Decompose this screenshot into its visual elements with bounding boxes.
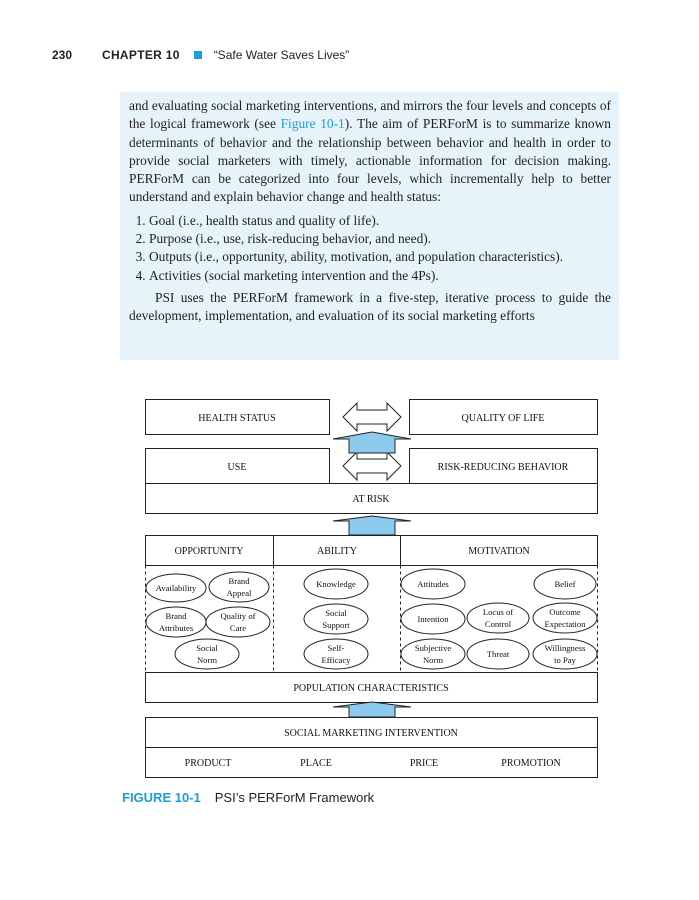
opportunity-label: OPPORTUNITY: [174, 546, 244, 557]
promotion-label: PROMOTION: [501, 758, 561, 769]
subjective-norm-text: Subjective: [414, 643, 452, 653]
attitudes-text: Attitudes: [417, 579, 449, 589]
subjective-norm-text: Norm: [422, 655, 444, 665]
at-risk-label: AT RISK: [352, 494, 390, 505]
population-label: POPULATION CHARACTERISTICS: [293, 683, 449, 694]
self-efficacy-text: Self-: [327, 643, 345, 653]
chapter-label: CHAPTER 10: [102, 48, 180, 62]
place-label: PLACE: [300, 758, 332, 769]
double-arrow-icon: [343, 452, 401, 480]
quality-of-care-text: Quality of: [220, 611, 256, 621]
list-item: 2. Purpose (i.e., use, risk-reducing behavior, and need).: [149, 230, 611, 248]
quality-of-care-text: Care: [229, 623, 247, 633]
ability-label: ABILITY: [317, 546, 357, 557]
outcome-expectation-text: Outcome: [549, 607, 581, 617]
threat-text: Threat: [486, 649, 510, 659]
up-arrow-icon: [333, 432, 411, 453]
self-efficacy-text: Efficacy: [321, 655, 351, 665]
willingness-text: to Pay: [554, 655, 576, 665]
up-arrow-icon: [333, 516, 411, 535]
brand-appeal-text: Appeal: [226, 588, 252, 598]
brand-attributes-text: Attributes: [158, 623, 194, 633]
figure-link[interactable]: Figure 10-1: [280, 116, 345, 132]
product-label: PRODUCT: [184, 758, 232, 769]
figure-caption-text: PSI’s PERForM Framework: [214, 790, 375, 805]
paragraph-2: PSI uses the PERForM framework in a five-step, iterative process to guide the development, implementation, and evaluation of its social marketing efforts: [129, 289, 611, 324]
risk-reducing-label: RISK-REDUCING BEHAVIOR: [437, 462, 569, 473]
willingness-text: Willingness: [544, 643, 586, 653]
double-arrow-icon: [343, 403, 401, 431]
social-support-text: Support: [322, 620, 350, 630]
figure-label: FIGURE 10-1: [122, 790, 201, 805]
quality-of-life-label: QUALITY OF LIFE: [461, 413, 545, 424]
social-norm-text: Norm: [196, 655, 218, 665]
price-label: PRICE: [409, 758, 439, 769]
availability-text: Availability: [155, 583, 197, 593]
paragraph-1-text-b: ). The aim of PERForM is to summarize known determinants of behavior and the relationship between behavior and health in order to provide social marketers with timely, actionable information for decision making. PERForM can be categorized into four levels, which incrementally help to better understand and explain behavior change and health status:: [129, 116, 611, 205]
knowledge-text: Knowledge: [316, 579, 356, 589]
social-norm-text: Social: [196, 643, 218, 653]
list-item: 3. Outputs (i.e., opportunity, ability, motivation, and population characteristics).: [149, 248, 611, 266]
list-item: 1. Goal (i.e., health status and quality of life).: [149, 212, 611, 230]
figure-caption: [122, 790, 374, 805]
use-label: USE: [227, 462, 247, 473]
social-support-text: Social: [325, 608, 347, 618]
up-arrow-icon: [333, 702, 411, 717]
locus-of-control-text: Locus of: [482, 607, 514, 617]
intention-text: Intention: [417, 614, 449, 624]
outcome-expectation-text: Expectation: [544, 619, 586, 629]
health-status-label: HEALTH STATUS: [198, 413, 276, 424]
chapter-title: “Safe Water Saves Lives”: [213, 48, 350, 62]
belief-text: Belief: [554, 579, 576, 589]
motivation-label: MOTIVATION: [468, 546, 530, 557]
locus-of-control-text: Control: [484, 619, 512, 629]
intervention-label: SOCIAL MARKETING INTERVENTION: [284, 728, 458, 739]
page-number: 230: [52, 48, 73, 62]
brand-appeal-text: Brand: [228, 576, 250, 586]
list-item: 4. Activities (social marketing intervention and the 4Ps).: [149, 267, 611, 285]
paragraph-1-text-a: and evaluating social marketing interventions, and mirrors the four levels and concepts of the logical framework (see: [129, 98, 611, 132]
brand-attributes-text: Brand: [165, 611, 187, 621]
